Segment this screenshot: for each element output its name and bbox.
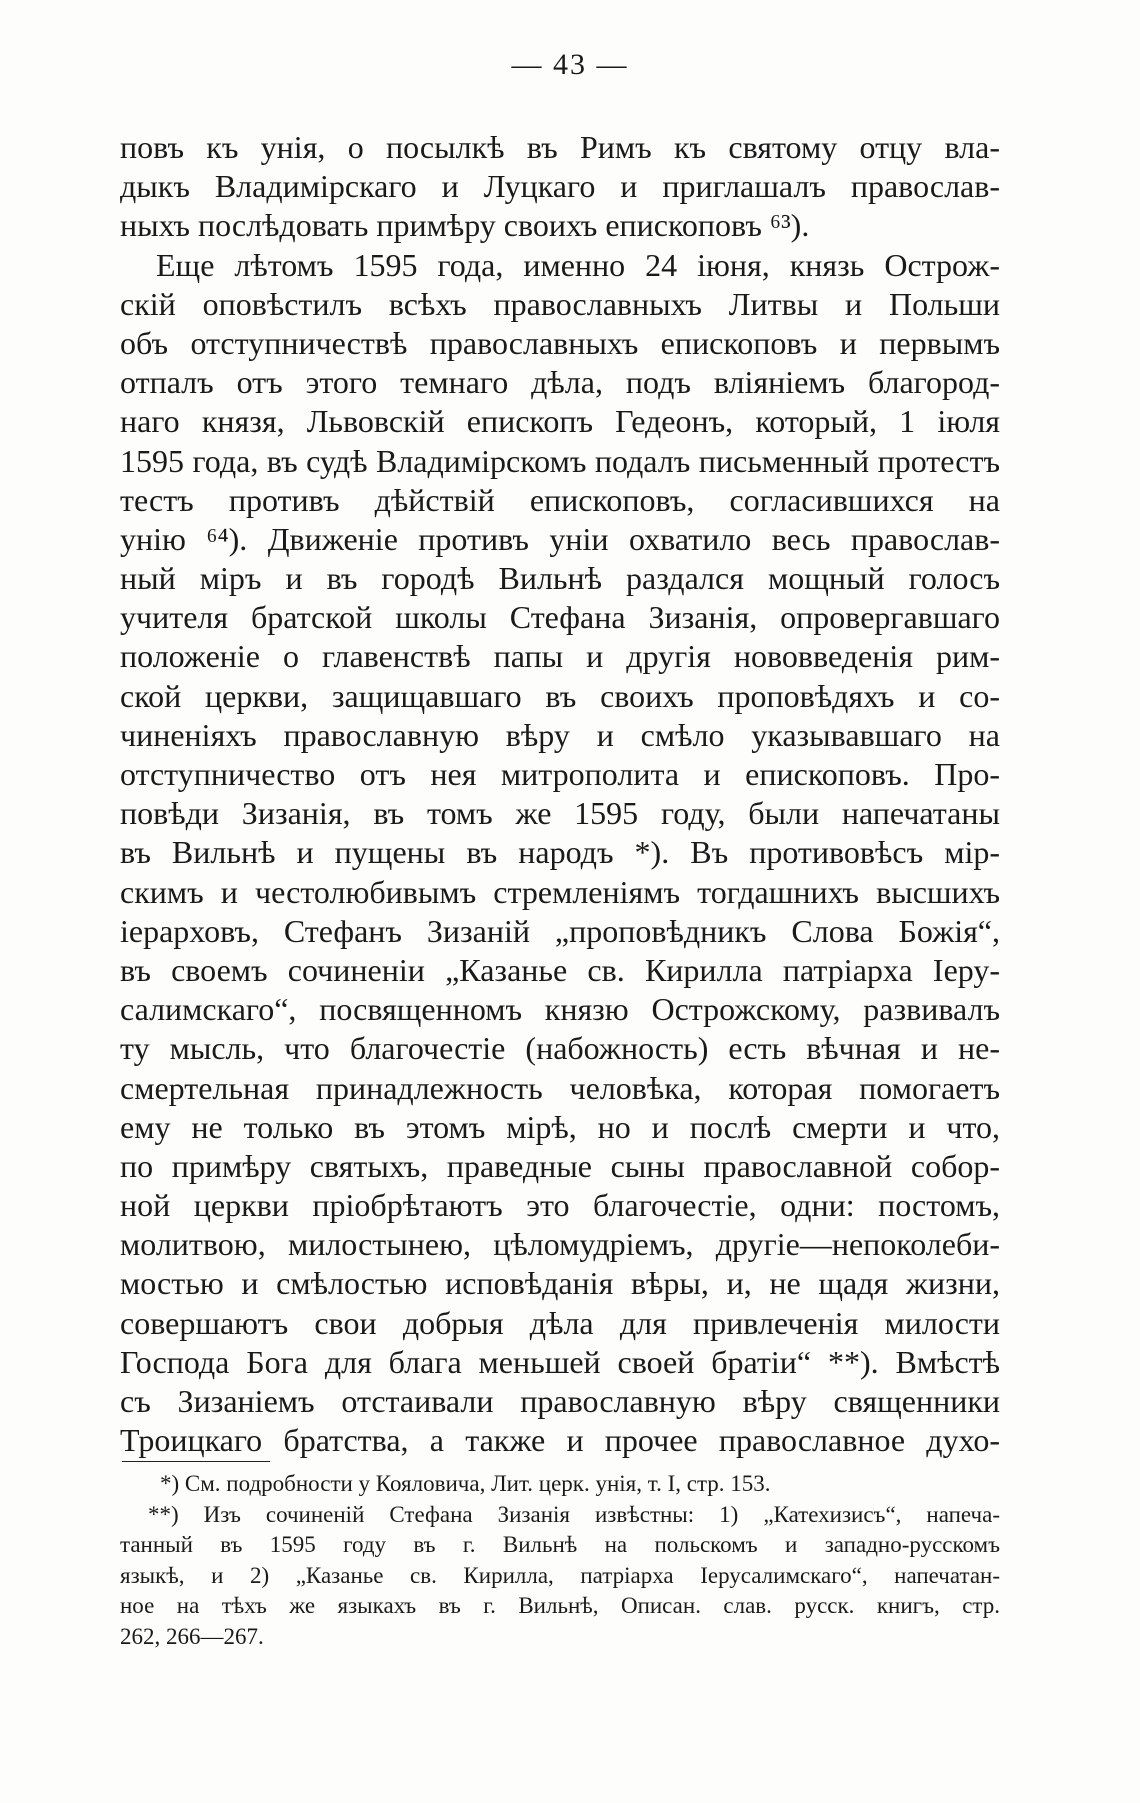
footnote-line: *) См. подробности у Кояловича, Лит. церк. унія, т. I, стр. 153.	[160, 1471, 771, 1496]
text-line: ный міръ и въ городѣ Вильнѣ раздался мощный голосъ	[120, 560, 1000, 597]
text-line: молитвою, милостынею, цѣломудріемъ, другіе—непоколеби-	[120, 1226, 1000, 1263]
text-line: 1595 года, въ судѣ Владимірскомъ подалъ письменный протестъ	[120, 442, 1000, 479]
text-line: Еще лѣтомъ 1595 года, именно 24 іюня, князь Острож-	[156, 246, 1000, 283]
text-line: Троицкаго братства, а также и прочее православное духо-	[120, 1422, 1000, 1459]
text-line: въ своемъ сочиненіи „Казанье св. Кирилла патріарха Іеру-	[120, 951, 1000, 988]
text-line: чиненіяхъ православную вѣру и смѣло указывавшаго на	[120, 716, 1000, 753]
text-line: іерарховъ, Стефанъ Зизаній „проповѣдникъ Слова Божія“,	[120, 912, 1000, 949]
footnote-line: 262, 266—267.	[120, 1623, 264, 1649]
text-line: салимскаго“, посвященномъ князю Острожскому, развивалъ	[120, 991, 1000, 1028]
text-line: мостью и смѣлостью исповѣданія вѣры, и, не щадя жизни,	[120, 1265, 1000, 1302]
text-line: въ Вильнѣ и пущены въ народъ *). Въ противовѣсъ мір-	[120, 834, 1000, 871]
text-line: повѣди Зизанія, въ томъ же 1595 году, были напечатаны	[120, 795, 1000, 832]
text-line: смертельная принадлежность человѣка, которая помогаетъ	[120, 1069, 1000, 1106]
text-line: ту мысль, что благочестіе (набожность) есть вѣчная и не-	[120, 1030, 1000, 1067]
text-line: съ Зизаніемъ отстаивали православную вѣру священники	[120, 1383, 1000, 1419]
footnotes	[120, 1469, 1000, 1652]
text-line: объ отступничествѣ православныхъ епископовъ и первымъ	[120, 324, 1000, 361]
text-line: ныхъ послѣдовать примѣру своихъ епископовъ ⁶³).	[120, 207, 810, 244]
text-line: положеніе о главенствѣ папы и другія нововведенія рим-	[120, 638, 1000, 675]
text-line: скій оповѣстилъ всѣхъ православныхъ Литвы и Польши	[120, 285, 1000, 322]
text-line: скимъ и честолюбивымъ стремленіямъ тогдашнихъ высшихъ	[120, 873, 1000, 910]
text-line: дыкъ Владимірскаго и Луцкаго и приглашалъ православ-	[120, 168, 1000, 205]
footnote-line: **) Изъ сочиненій Стефана Зизанія извѣстны: 1) „Катехизисъ“, напеча-	[148, 1501, 1000, 1527]
body-text	[120, 128, 1000, 1460]
text-line: ной церкви пріобрѣтаютъ это благочестіе, одни: постомъ,	[120, 1187, 1000, 1224]
text-line: учителя братской школы Стефана Зизанія, опровергавшаго	[120, 599, 1000, 636]
footnote-divider	[122, 1461, 270, 1462]
footnote-line: языкѣ, и 2) „Казанье св. Кирилла, патріарха Іерусалимскаго“, напечатан-	[120, 1562, 1000, 1588]
text-line: отступничество отъ нея митрополита и епископовъ. Про-	[120, 756, 1000, 792]
page-number: — 43 —	[511, 48, 629, 81]
text-line: ской церкви, защищавшаго въ своихъ проповѣдяхъ и со-	[120, 677, 1000, 714]
text-line: совершаютъ свои добрыя дѣла для привлеченія милости	[120, 1304, 1000, 1341]
footnote-line: танный въ 1595 году въ г. Вильнѣ на польскомъ и западно-русскомъ	[120, 1532, 1000, 1557]
text-line: тестъ противъ дѣйствій епископовъ, согласившихся на	[120, 481, 1000, 518]
text-line: наго князя, Львовскій епископъ Гедеонъ, который, 1 іюля	[120, 403, 1000, 440]
text-line: ему не только въ этомъ мірѣ, но и послѣ смерти и что,	[120, 1108, 1000, 1145]
text-line: по примѣру святыхъ, праведные сыны православной собор-	[120, 1147, 1000, 1184]
text-line: повъ къ унія, о посылкѣ въ Римъ къ святому отцу вла-	[120, 129, 1000, 165]
text-line: унію ⁶⁴). Движеніе противъ уніи охватило весь православ-	[120, 520, 1000, 557]
text-line: отпалъ отъ этого темнаго дѣла, подъ вліяніемъ благород-	[120, 364, 1000, 401]
text-line: Господа Бога для блага меньшей своей братіи“ **). Вмѣстѣ	[120, 1343, 1000, 1380]
footnote-line: ное на тѣхъ же языкахъ въ г. Вильнѣ, Описан. слав. русск. книгъ, стр.	[120, 1593, 1000, 1618]
